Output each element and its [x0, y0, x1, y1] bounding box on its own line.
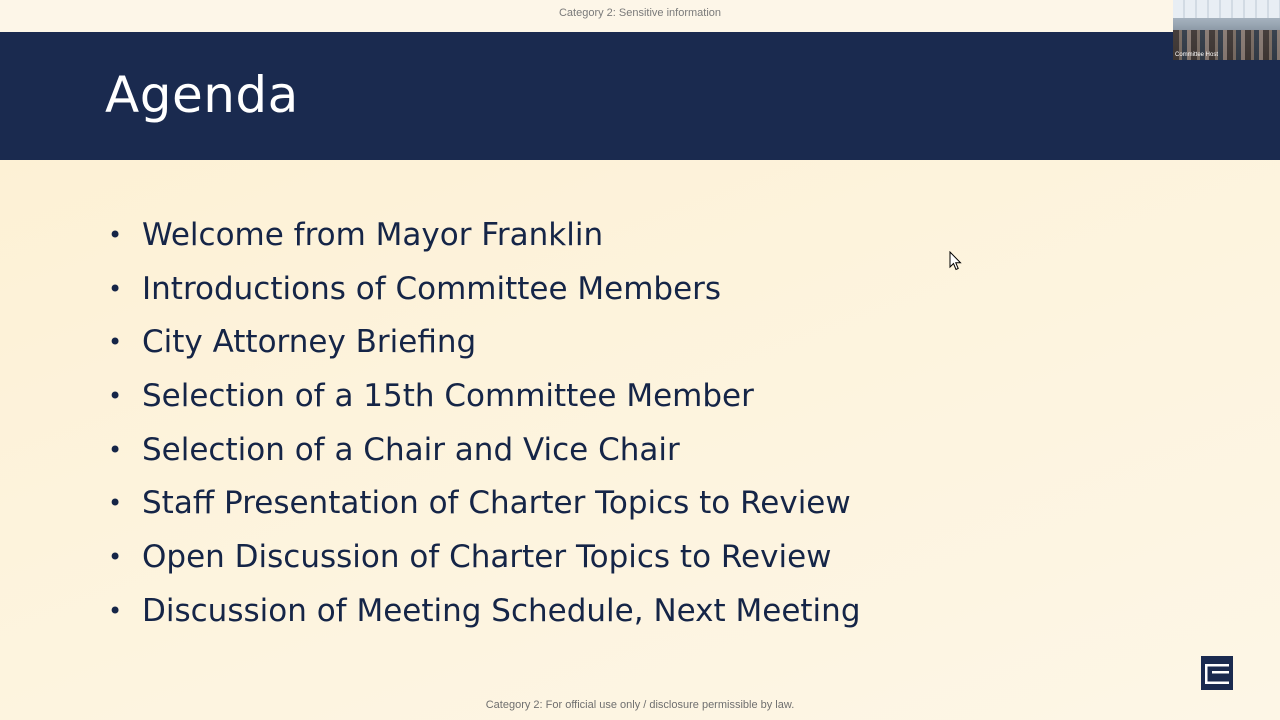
agenda-item: [108, 476, 861, 530]
agenda-item-text: Selection of a Chair and Vice Chair: [142, 431, 680, 468]
agenda-item: [108, 208, 861, 262]
video-participant-label: Committee Host: [1175, 52, 1219, 58]
participant-video-thumbnail[interactable]: [1173, 0, 1280, 60]
agenda-item: [108, 315, 861, 369]
agenda-item: [108, 262, 861, 316]
bullet-icon: •: [108, 596, 123, 625]
agenda-item-text: City Attorney Briefing: [142, 324, 477, 361]
agenda-item-text: Discussion of Meeting Schedule, Next Meeting: [142, 592, 861, 629]
agenda-item-text: Selection of a 15th Committee Member: [142, 378, 754, 415]
bullet-icon: •: [108, 274, 123, 303]
bullet-icon: •: [108, 221, 123, 249]
organization-logo-icon: [1201, 656, 1233, 690]
bullet-icon: •: [108, 435, 123, 464]
agenda-item: [108, 369, 861, 423]
agenda-item: [108, 584, 861, 638]
bullet-icon: •: [108, 328, 123, 357]
bullet-icon: •: [108, 489, 123, 518]
agenda-item-text: Introductions of Committee Members: [142, 270, 722, 307]
mouse-pointer-icon: [949, 251, 963, 271]
agenda-list: [108, 208, 861, 638]
slide-title: Agenda: [105, 66, 299, 124]
agenda-item-text: Welcome from Mayor Franklin: [142, 217, 604, 253]
agenda-item-text: Staff Presentation of Charter Topics to Review: [142, 485, 851, 522]
agenda-item: [108, 423, 861, 477]
agenda-item-text: Open Discussion of Charter Topics to Review: [142, 539, 832, 576]
bullet-icon: •: [108, 543, 123, 572]
classification-bottom: Category 2: For official use only / disclosure permissible by law.: [485, 699, 795, 711]
classification-top: Category 2: Sensitive information: [558, 7, 722, 19]
agenda-item: [108, 530, 861, 584]
bullet-icon: •: [108, 382, 123, 411]
video-ceiling: [1173, 0, 1280, 18]
